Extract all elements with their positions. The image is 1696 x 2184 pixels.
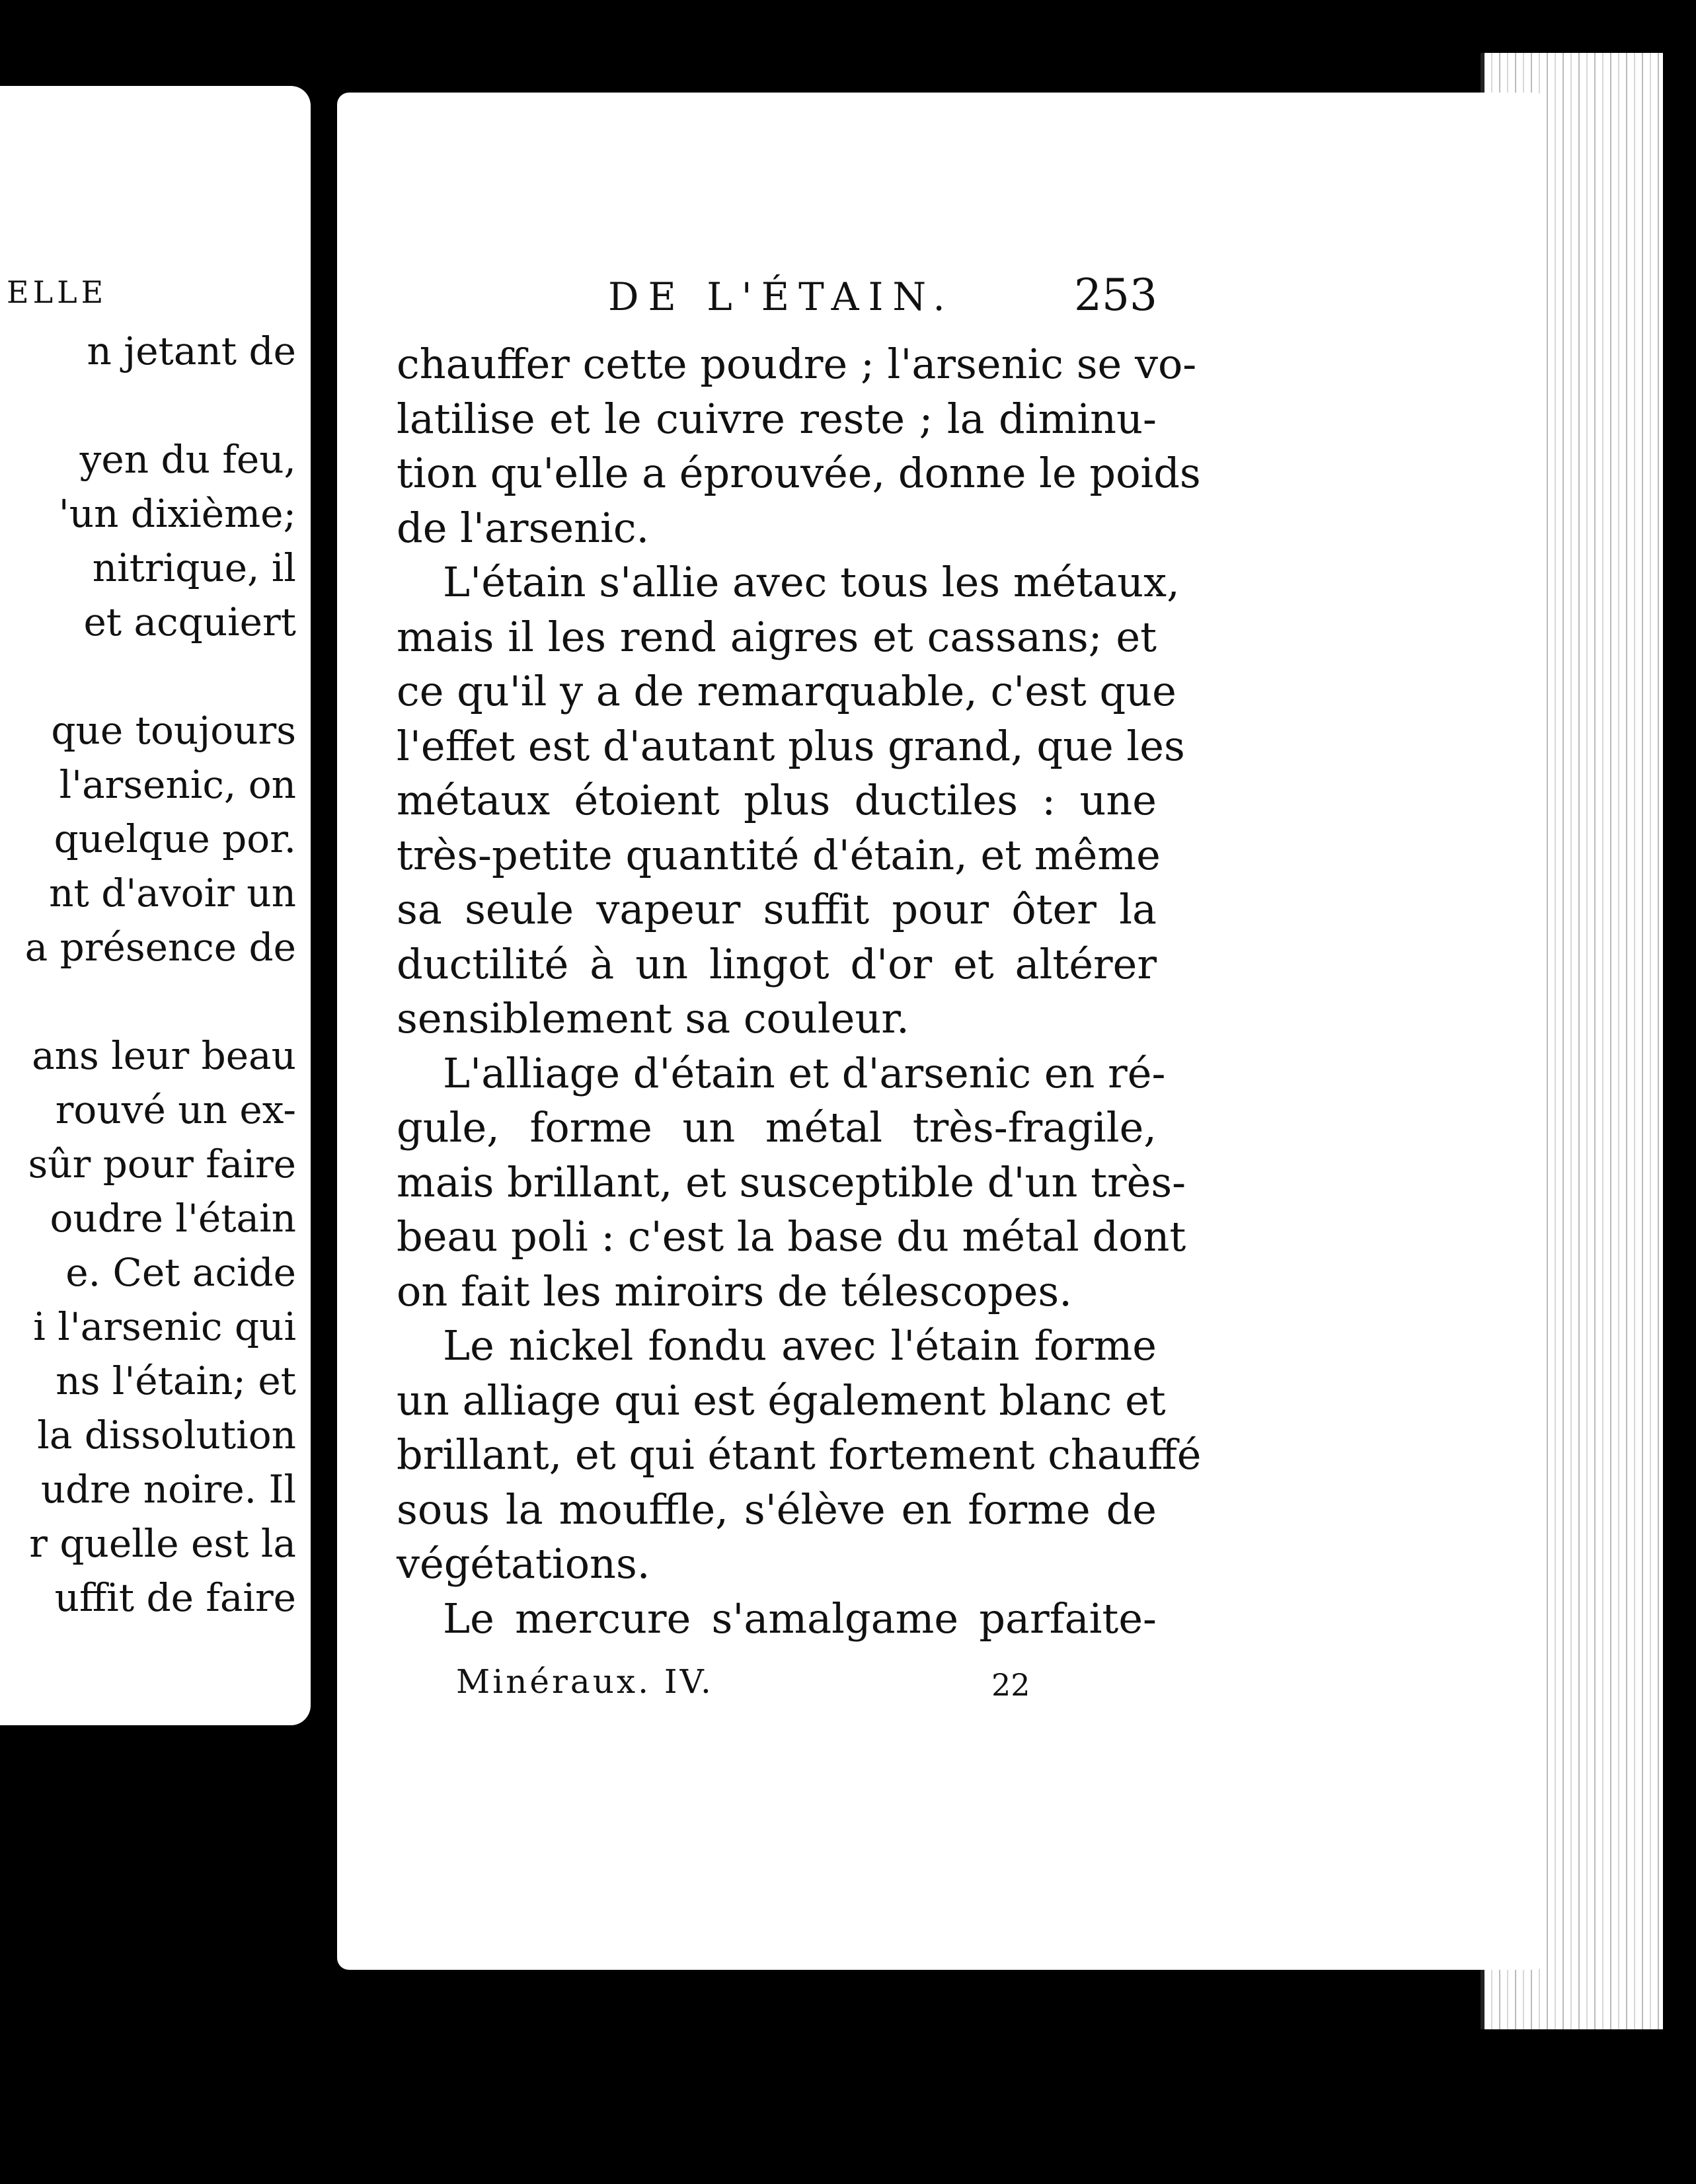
- left-line: quelque por.: [54, 816, 296, 861]
- left-line: que toujours: [51, 708, 296, 753]
- left-line: [5, 974, 296, 1029]
- text-line: latilise et le cuivre reste ; la diminu-: [397, 394, 1157, 443]
- left-line: ans leur beau: [32, 1033, 296, 1078]
- page-body: [397, 337, 1202, 1646]
- text-line: chauffer cette poudre ; l'arsenic se vo-: [397, 340, 1197, 388]
- signature-mark: 22: [991, 1667, 1030, 1703]
- left-line: a présence de: [24, 925, 296, 970]
- text-line: mais brillant, et susceptible d'un très-: [397, 1157, 1186, 1206]
- text-line: mais il les rend aigres et cassans; et: [397, 612, 1157, 661]
- left-page: [0, 86, 311, 1725]
- text-line: on fait les miroirs de télescopes.: [397, 1267, 1072, 1315]
- text-line: Le mercure s'amalgame parfaite-: [443, 1594, 1157, 1643]
- text-line: ce qu'il y a de remarquable, c'est que: [397, 667, 1176, 715]
- paragraph: [397, 555, 1185, 1046]
- text-line: sa seule vapeur suffit pour ôter la: [397, 885, 1157, 933]
- left-line: ns l'étain; et: [56, 1358, 296, 1403]
- left-line: n jetant de: [87, 329, 296, 373]
- left-line: l'arsenic, on: [59, 762, 296, 807]
- left-line: nitrique, il: [92, 545, 296, 590]
- running-head: DE L'ÉTAIN.: [608, 274, 954, 319]
- book-gutter: [311, 0, 337, 2184]
- paragraph: [397, 1046, 1186, 1319]
- text-line: végétations.: [397, 1540, 650, 1588]
- signature-line: Minéraux. IV.: [456, 1662, 714, 1701]
- text-line: L'alliage d'étain et d'arsenic en ré-: [443, 1048, 1166, 1097]
- text-line: sous la mouffle, s'élève en forme de: [397, 1485, 1157, 1534]
- left-line: yen du feu,: [79, 437, 296, 482]
- left-line: udre noire. Il: [40, 1467, 296, 1512]
- text-line: L'étain s'allie avec tous les métaux,: [443, 558, 1180, 606]
- left-page-text: [5, 324, 296, 1625]
- text-line: tion qu'elle a éprouvée, donne le poids: [397, 449, 1201, 497]
- text-line: l'effet est d'autant plus grand, que les: [397, 721, 1185, 770]
- text-line: de l'arsenic.: [397, 503, 650, 552]
- left-line: uffit de faire: [54, 1575, 296, 1620]
- text-line: métaux étoient plus ductiles : une: [397, 776, 1157, 824]
- left-line: r quelle est la: [29, 1521, 296, 1566]
- left-line: oudre l'étain: [50, 1196, 296, 1241]
- text-line: très-petite quantité d'étain, et même: [397, 830, 1161, 879]
- page-number: 253: [1074, 270, 1157, 321]
- text-line: ductilité à un lingot d'or et altérer: [397, 939, 1157, 988]
- left-line: [5, 378, 296, 432]
- left-line: la dissolution: [37, 1413, 296, 1458]
- left-line: 'un dixième;: [58, 491, 296, 536]
- left-line: e. Cet acide: [65, 1250, 296, 1295]
- left-line: nt d'avoir un: [49, 871, 296, 916]
- text-line: Le nickel fondu avec l'étain forme: [443, 1321, 1157, 1370]
- text-line: brillant, et qui étant fortement chauffé: [397, 1430, 1202, 1479]
- paragraph: [397, 337, 1201, 555]
- left-line: et acquiert: [83, 600, 296, 644]
- left-line: rouvé un ex-: [55, 1087, 296, 1132]
- text-line: un alliage qui est également blanc et: [397, 1376, 1166, 1424]
- left-line: i l'arsenic qui: [33, 1304, 296, 1349]
- left-line: sûr pour faire: [28, 1142, 296, 1187]
- paragraph: [397, 1319, 1202, 1592]
- left-running-head: ELLE: [7, 274, 108, 310]
- text-line: sensiblement sa couleur.: [397, 994, 909, 1042]
- left-line: [5, 649, 296, 703]
- paragraph: [397, 1592, 1157, 1647]
- text-line: beau poli : c'est la base du métal dont: [397, 1212, 1186, 1261]
- text-line: gule, forme un métal très-fragile,: [397, 1103, 1157, 1151]
